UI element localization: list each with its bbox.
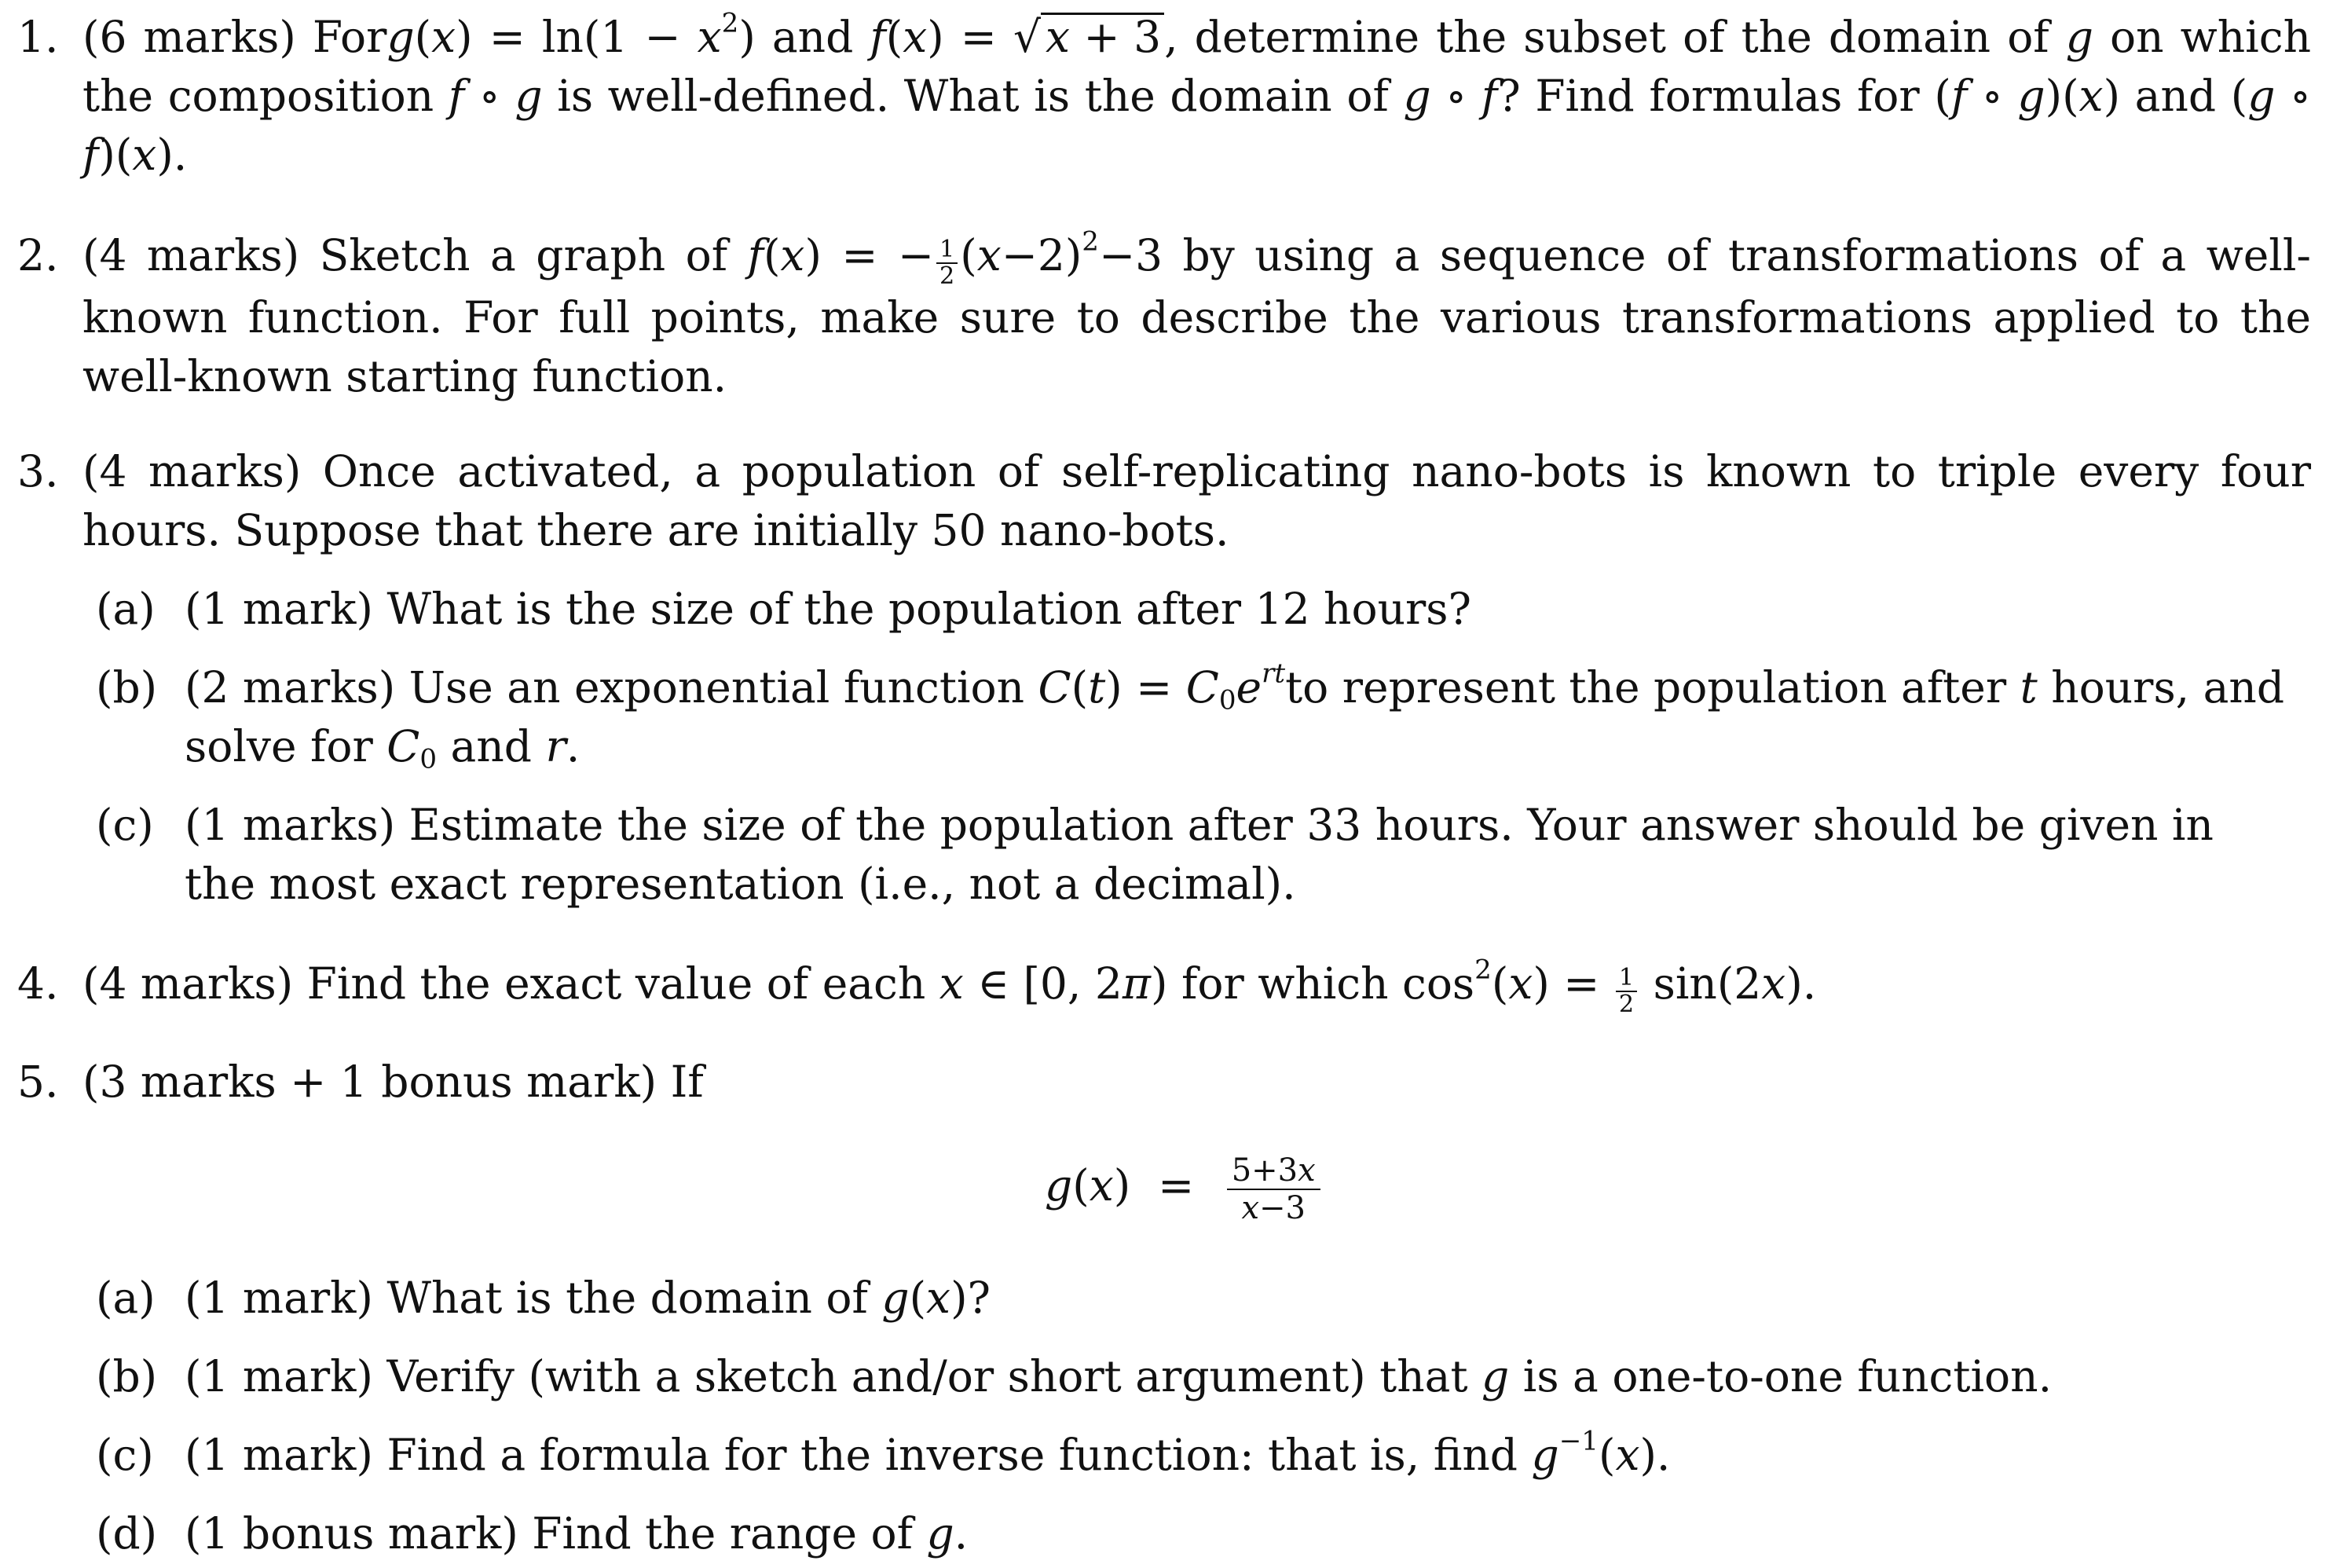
part-text: (1 mark) Verify (with a sketch and/or short argument) that g is a one-to-one function. bbox=[185, 1351, 2053, 1401]
part-label: (c) bbox=[96, 800, 154, 850]
part-text: (2 marks) Use an exponential function $C(t) = C_0e^{rt}to$ represent the population after t hours, and solve for $C_0$ and r. bbox=[185, 658, 2285, 775]
question-3c bbox=[96, 796, 2295, 914]
part-text: (1 mark) What is the size of the population after 12 hours? bbox=[185, 584, 1472, 634]
part-text: (1 mark) Find a formula for the inverse function: that is, find $g^{-1}(x)$. bbox=[185, 1425, 1671, 1480]
question-5 bbox=[17, 1053, 2311, 1112]
question-number: 4. bbox=[17, 958, 59, 1009]
part-label: (d) bbox=[96, 1508, 158, 1559]
part-label: (b) bbox=[96, 1351, 158, 1401]
question-1 bbox=[17, 8, 2311, 185]
question-number: 3. bbox=[17, 446, 59, 496]
question-number: 5. bbox=[17, 1057, 59, 1107]
question-4 bbox=[17, 954, 2311, 1017]
part-text: (1 marks) Estimate the size of the population after 33 hours. Your answer should be given in the most exact representation (i.e., not a decimal). bbox=[185, 800, 2214, 909]
question-marks: (4 marks) bbox=[82, 958, 294, 1009]
question-2 bbox=[17, 226, 2311, 406]
part-label: (b) bbox=[96, 662, 158, 713]
part-label: (c) bbox=[96, 1430, 154, 1480]
question-marks: (4 marks) bbox=[82, 230, 300, 280]
question-text: (4 marks) Sketch a graph of f(x) = − $\frac{1}{2}$ $(x-2)^2-3$ by using a sequence of transformations of a well-known function. For full points, make sure to describe the various transformations applied to the well-known starting function. bbox=[82, 225, 2312, 402]
part-text: (1 bonus mark) Find the range of g. bbox=[185, 1508, 969, 1559]
question-marks: (3 marks + 1 bonus mark) bbox=[82, 1057, 657, 1107]
question-5d bbox=[96, 1504, 2295, 1563]
question-text: (6 marks) Forg(x) = $\ln(1 - x^2)$ and f(x) = √ x + 3, determine the subset of the domain of g on which the composition f ∘ g is well-defined. What is the domain of g ∘ f? Find formulas for (f ∘ g)(x) and (g ∘ f)(x). bbox=[82, 7, 2312, 180]
question-number: 1. bbox=[17, 12, 59, 62]
part-label: (a) bbox=[96, 584, 156, 634]
question-3b bbox=[96, 658, 2295, 776]
display-equation: g(x) = $\frac{5+3x}{x-3}$ bbox=[1045, 1152, 1320, 1226]
question-3a bbox=[96, 580, 2295, 639]
question-5a bbox=[96, 1269, 2295, 1328]
question-marks: (6 marks) bbox=[82, 12, 296, 62]
question-5b bbox=[96, 1347, 2295, 1406]
part-label: (a) bbox=[96, 1273, 156, 1323]
question-3 bbox=[17, 442, 2311, 560]
question-text: (4 marks) Find the exact value of each x ∈ [0, 2π) for which $\cos^2(x)$ = $\frac{1}{2}$ sin(2x). bbox=[82, 954, 1817, 1018]
question-marks: (4 marks) bbox=[82, 446, 302, 496]
question-5c bbox=[96, 1426, 2295, 1485]
question-text: (3 marks + 1 bonus mark) If bbox=[82, 1057, 704, 1107]
part-text: (1 mark) What is the domain of g(x)? bbox=[185, 1273, 991, 1323]
question-number: 2. bbox=[17, 230, 59, 280]
question-text: (4 marks) Once activated, a population of self-replicating nano-bots is known to triple every four hours. Suppose that there are initially 50 nano-bots. bbox=[82, 446, 2311, 555]
